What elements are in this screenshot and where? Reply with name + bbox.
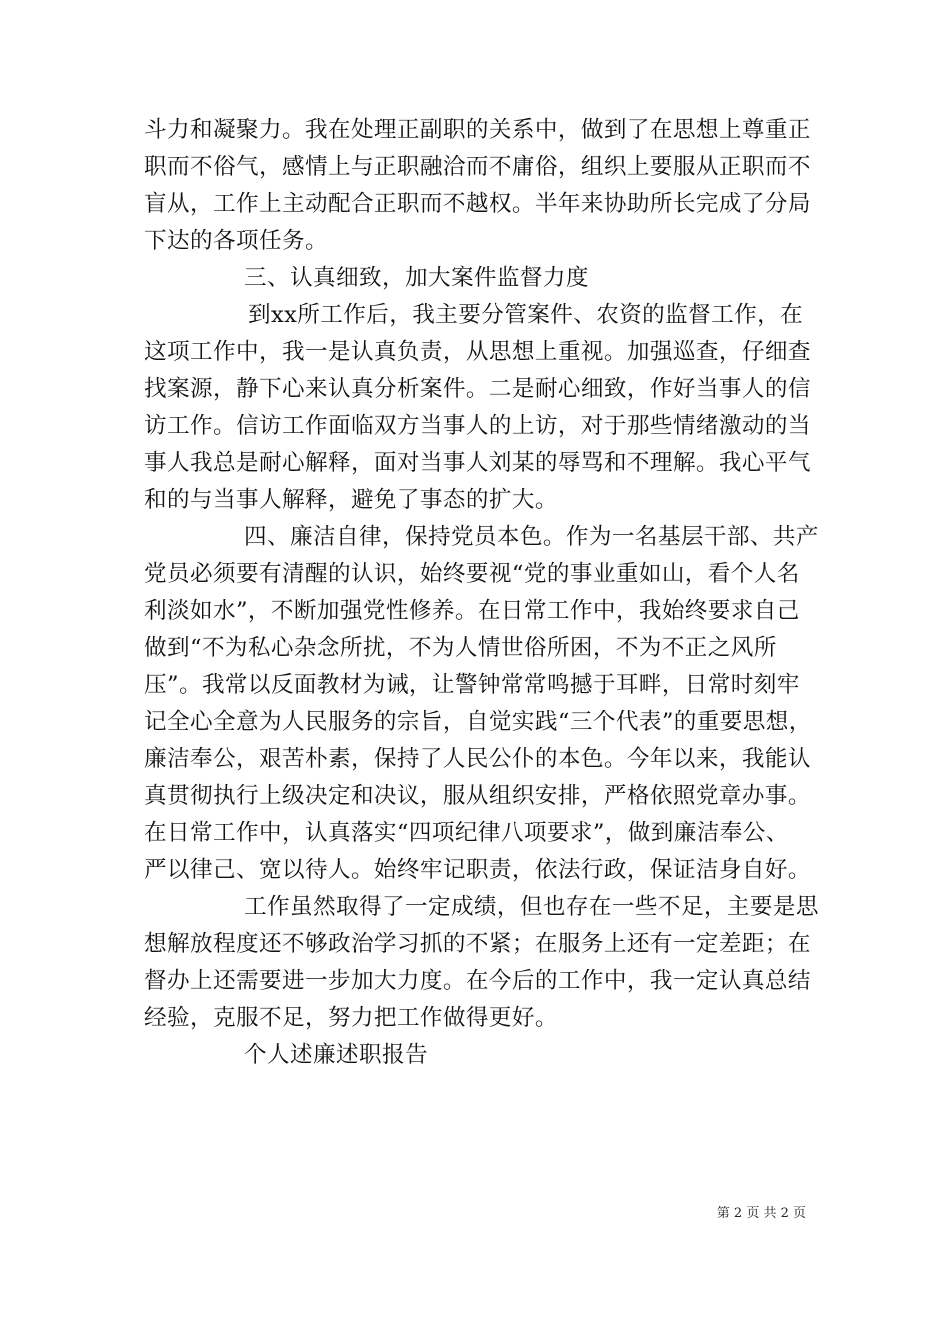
text-line: 和的与当事人解释，避免了事态的扩大。 (144, 487, 558, 513)
text-line: 找案源，静下心来认真分析案件。二是耐心细致，作好当事人的信 (144, 376, 811, 402)
text-line: 职而不俗气，感情上与正职融洽而不庸俗，组织上要服从正职而不 (144, 154, 811, 180)
document-title: 个人述廉述职报告 (244, 1042, 428, 1068)
text-line: 到xx所工作后，我主要分管案件、农资的监督工作，在 (248, 302, 804, 328)
text-line: 督办上还需要进一步加大力度。在今后的工作中，我一定认真总结 (144, 968, 811, 994)
text-line: 廉洁奉公，艰苦朴素，保持了人民公仆的本色。今年以来，我能认 (144, 746, 811, 772)
text-line: 压”。我常以反面教材为诫，让警钟常常鸣撼于耳畔，日常时刻牢 (144, 672, 800, 698)
text-line: 下达的各项任务。 (144, 228, 328, 254)
text-line: 访工作。信访工作面临双方当事人的上访，对于那些情绪激动的当 (144, 413, 811, 439)
text-line: 这项工作中，我一是认真负责，从思想上重视。加强巡查，仔细查 (144, 339, 811, 365)
text-line: 工作虽然取得了一定成绩，但也存在一些不足，主要是思 (244, 894, 819, 920)
section-heading: 四、廉洁自律，保持党员本色。作为一名基层干部、共产 (244, 524, 819, 550)
section-heading: 三、认真细致，加大案件监督力度 (244, 265, 589, 291)
text-line: 记全心全意为人民服务的宗旨，自觉实践“三个代表”的重要思想， (144, 709, 812, 735)
page-number: 第 2 页 共 2 页 (716, 1206, 806, 1221)
document-body (144, 112, 828, 1074)
text-line: 斗力和凝聚力。我在处理正副职的关系中，做到了在思想上尊重正 (144, 117, 811, 143)
text-line: 做到“不为私心杂念所扰，不为人情世俗所困，不为不正之风所 (144, 635, 777, 661)
text-line: 事人我总是耐心解释，面对当事人刘某的辱骂和不理解。我心平气 (144, 450, 811, 476)
text-line: 严以律己、宽以待人。始终牢记职责，依法行政，保证洁身自好。 (144, 857, 811, 883)
text-line: 利淡如水”，不断加强党性修养。在日常工作中，我始终要求自己 (144, 598, 800, 624)
text-line: 真贯彻执行上级决定和决议，服从组织安排，严格依照党章办事。 (144, 783, 811, 809)
text-line: 想解放程度还不够政治学习抓的不紧；在服务上还有一定差距；在 (144, 931, 811, 957)
text-line: 盲从，工作上主动配合正职而不越权。半年来协助所长完成了分局 (144, 191, 811, 217)
text-line: 经验，克服不足，努力把工作做得更好。 (144, 1005, 558, 1031)
text-line: 党员必须要有清醒的认识，始终要视“党的事业重如山，看个人名 (144, 561, 800, 587)
text-line: 在日常工作中，认真落实“四项纪律八项要求”，做到廉洁奉公、 (144, 820, 789, 846)
